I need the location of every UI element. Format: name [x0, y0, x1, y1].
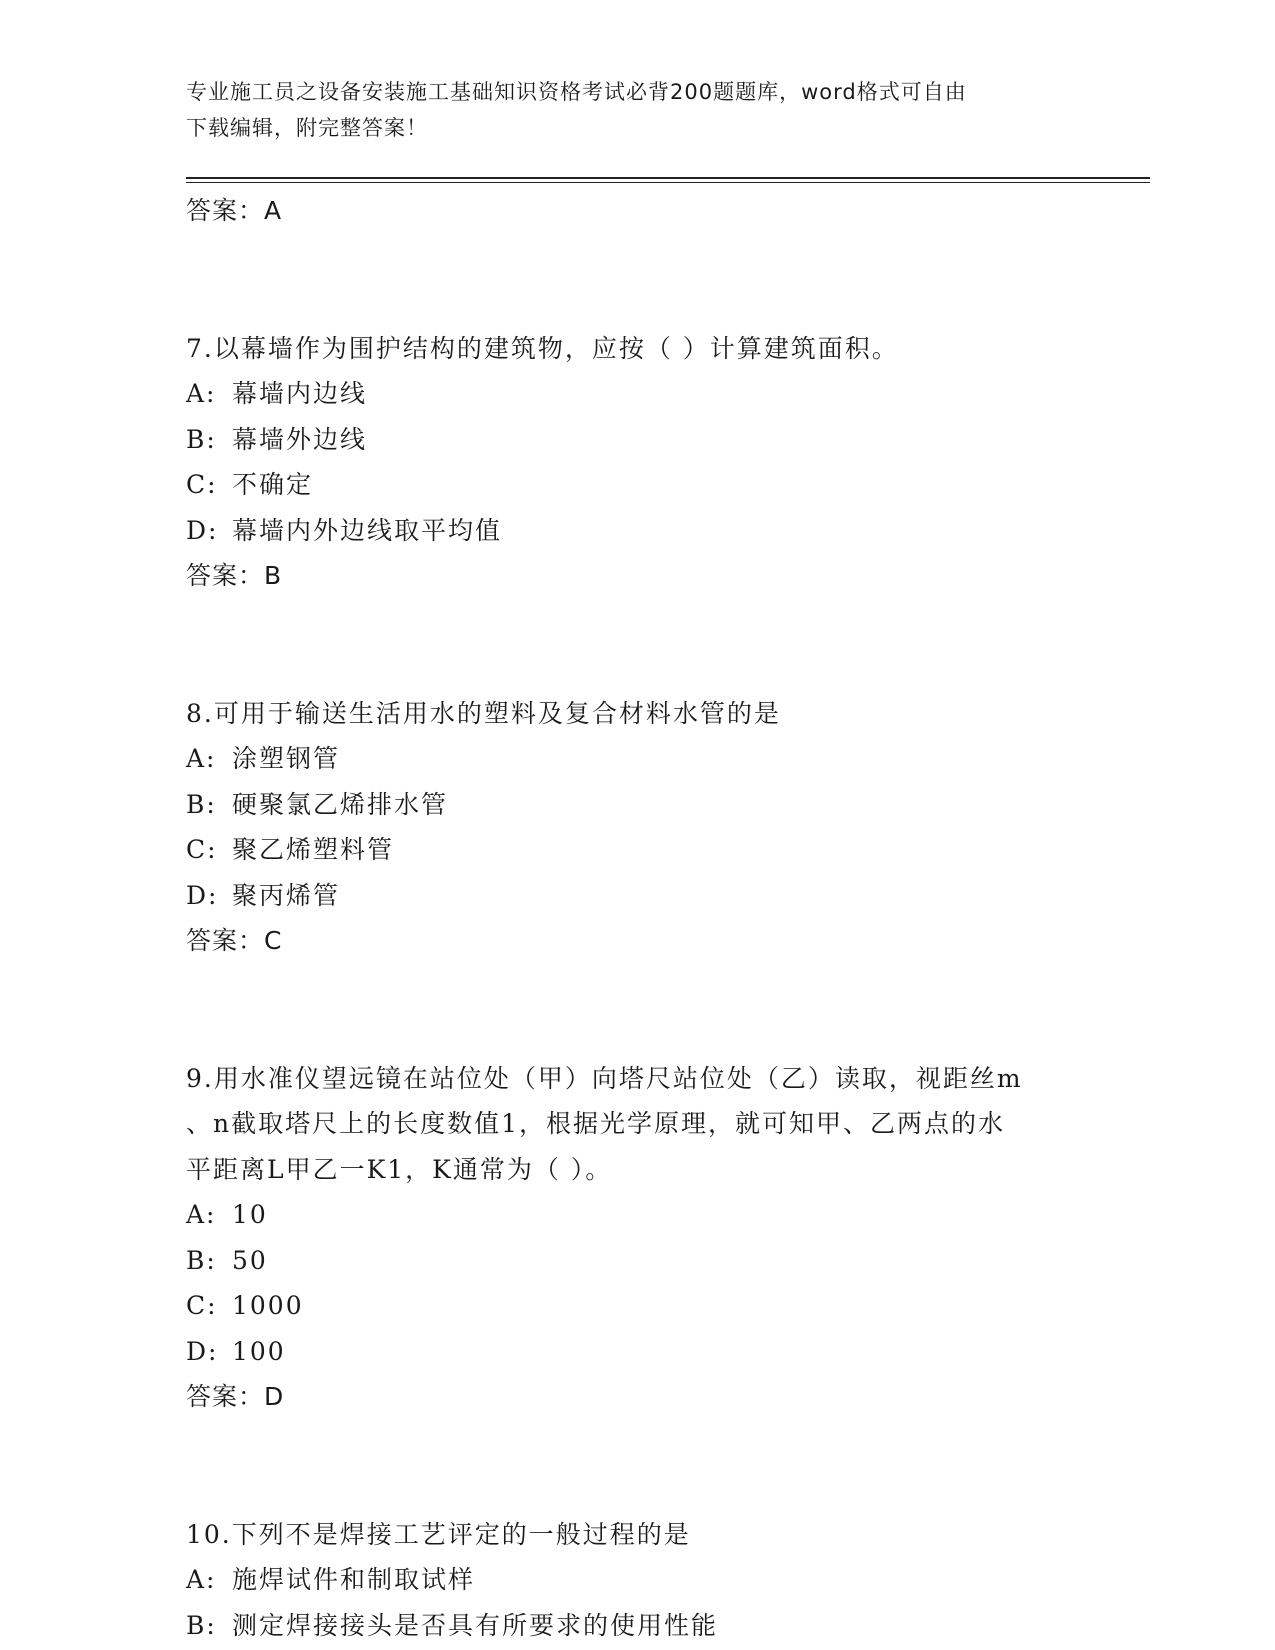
question-list [186, 188, 1146, 1648]
question-9-text-line-1: 9.用水准仪望远镜在站位处（甲）向塔尺站位处（乙）读取，视距丝m [186, 1063, 1023, 1093]
document-header [186, 74, 1086, 146]
spacer [186, 234, 1146, 326]
question-9-answer: 答案：D [186, 1382, 285, 1411]
option-c: C: 1000 [186, 1291, 304, 1320]
option-d: D: 聚丙烯管 [186, 880, 341, 910]
option-a: A: 涂塑钢管 [186, 744, 341, 773]
header-line-2: 下载编辑，附完整答案！ [186, 116, 428, 140]
option-c: C: 不确定 [186, 470, 314, 499]
option-b: B: 硬聚氯乙烯排水管 [186, 789, 449, 819]
question-7 [186, 326, 1146, 599]
header-line-1: 专业施工员之设备安装施工基础知识资格考试必背200题题库，word格式可自由 [186, 80, 967, 104]
question-8-answer: 答案：C [186, 926, 283, 955]
option-b: B: 50 [186, 1245, 268, 1275]
option-a: A: 10 [186, 1200, 268, 1229]
option-a: A: 幕墙内边线 [186, 379, 368, 408]
option-c: C: 聚乙烯塑料管 [186, 835, 395, 864]
question-7-answer: 答案：B [186, 561, 283, 590]
previous-answer: 答案：A [186, 196, 283, 225]
option-d: D: 100 [186, 1336, 286, 1366]
option-b: B: 幕墙外边线 [186, 424, 368, 454]
option-d: D: 幕墙内外边线取平均值 [186, 515, 503, 545]
spacer [186, 1420, 1146, 1512]
question-8 [186, 691, 1146, 964]
question-10 [186, 1512, 1146, 1649]
question-8-text: 8.可用于输送生活用水的塑料及复合材料水管的是 [186, 698, 781, 728]
question-7-text: 7.以幕墙作为围护结构的建筑物，应按（ ）计算建筑面积。 [186, 333, 899, 363]
option-b: B: 测定焊接接头是否具有所要求的使用性能 [186, 1610, 719, 1640]
option-a: A: 施焊试件和制取试样 [186, 1565, 476, 1594]
question-9 [186, 1056, 1146, 1420]
spacer [186, 964, 1146, 1056]
question-10-text: 10.下列不是焊接工艺评定的一般过程的是 [186, 1519, 691, 1549]
header-divider [186, 177, 1150, 183]
question-9-text-line-3: 平距离L甲乙一K1，K通常为（ ）。 [186, 1154, 613, 1184]
spacer [186, 599, 1146, 691]
question-9-text-line-2: 、n截取塔尺上的长度数值1，根据光学原理，就可知甲、乙两点的水 [186, 1109, 1006, 1138]
